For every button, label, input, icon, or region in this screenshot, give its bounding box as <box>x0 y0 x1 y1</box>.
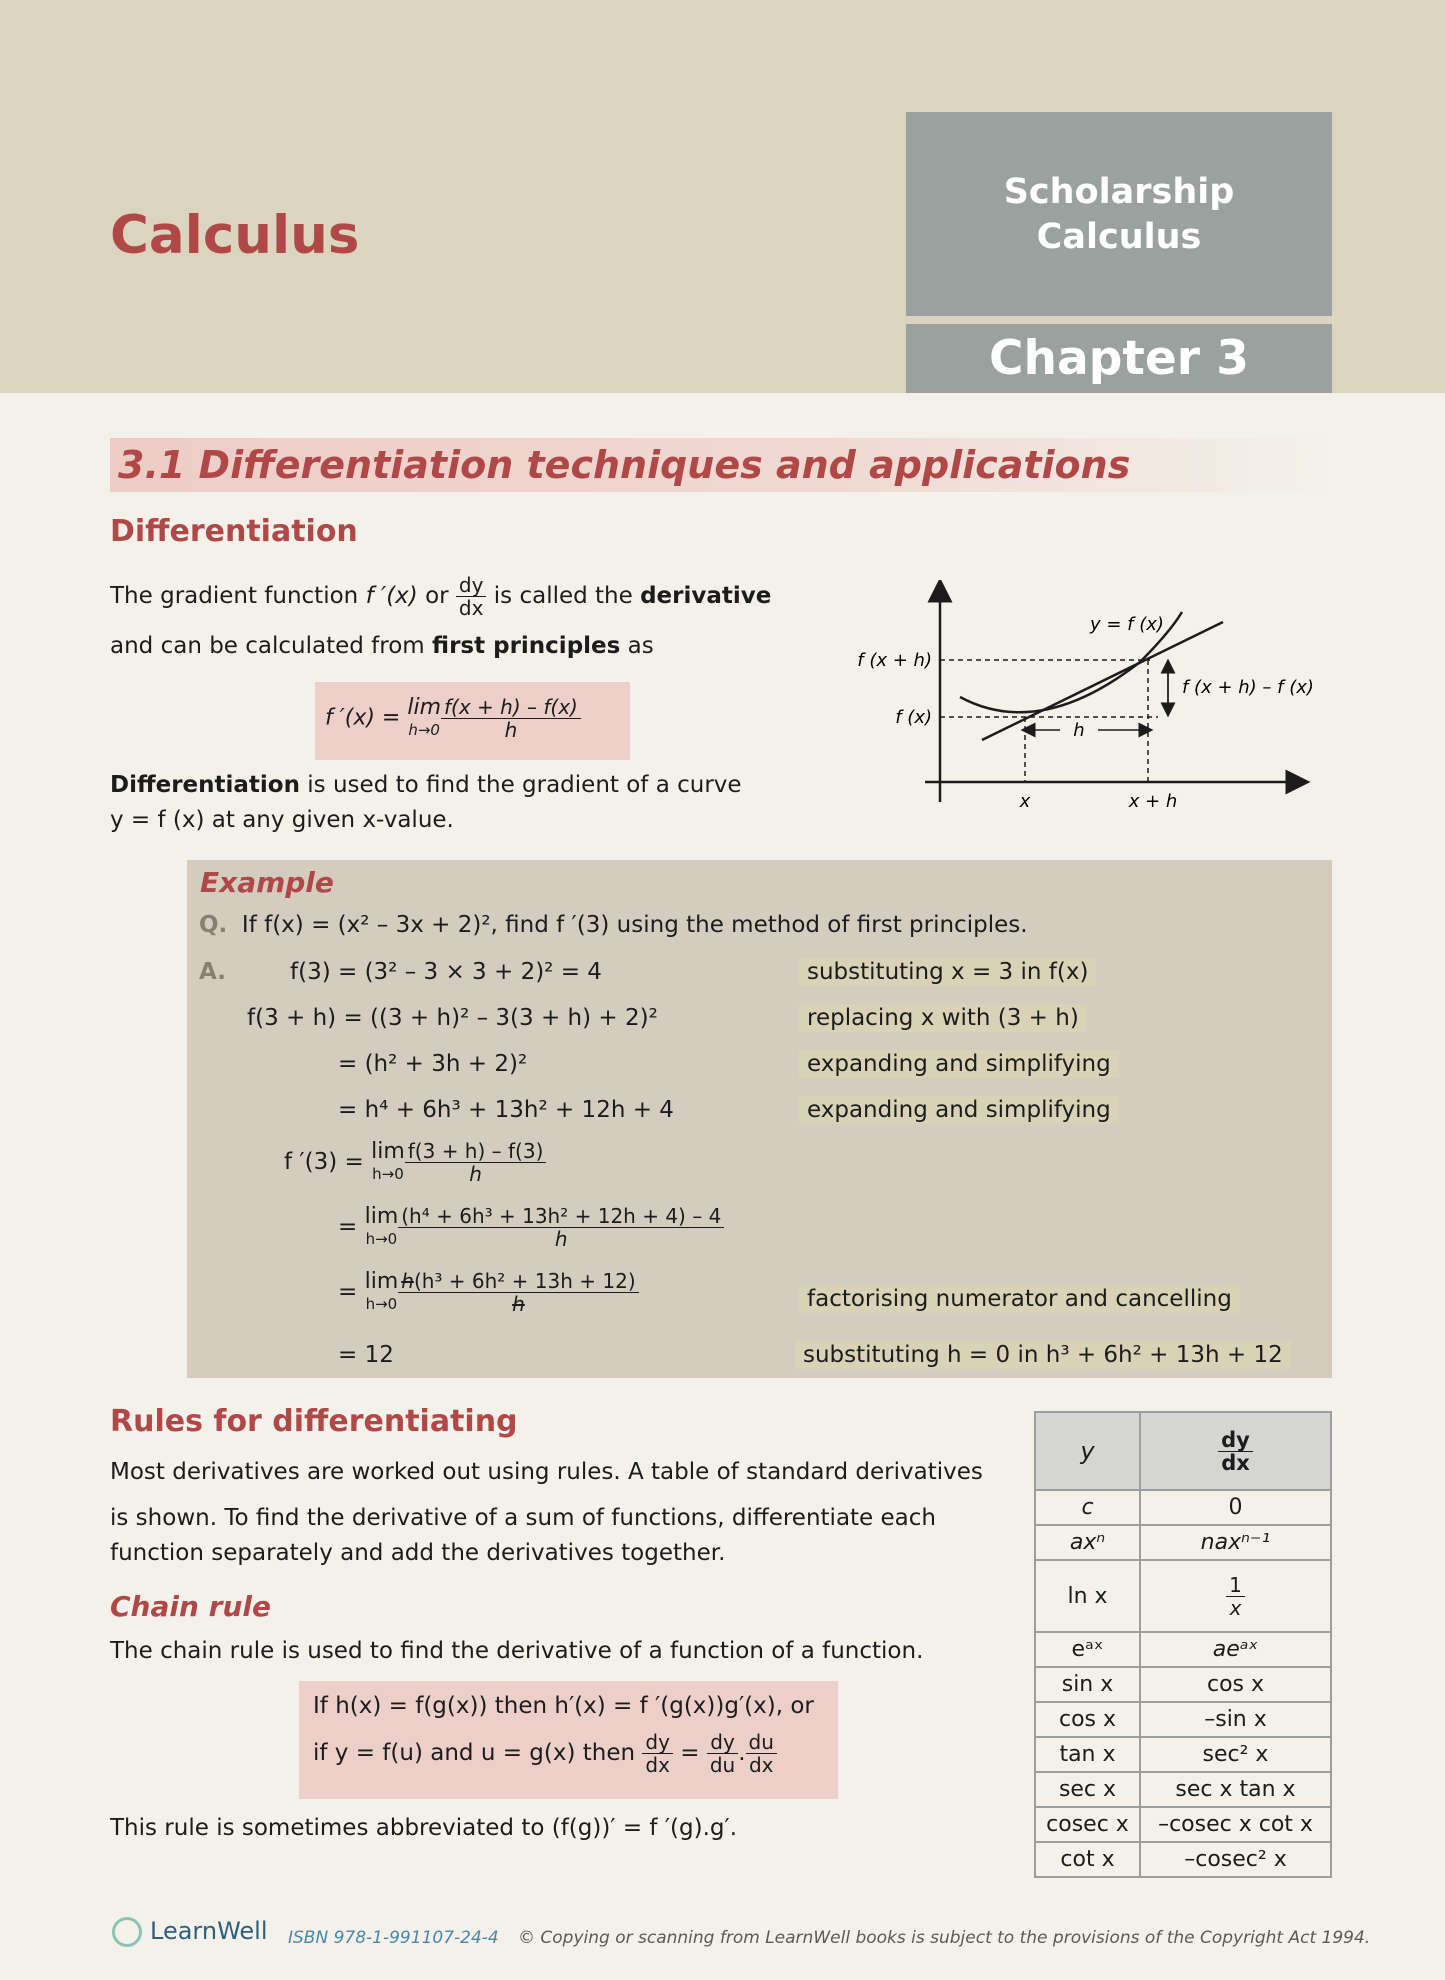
cell-d: aeᵃˣ <box>1140 1632 1331 1667</box>
table-row <box>1035 1842 1331 1877</box>
lhs: f ′(3) = <box>284 1149 372 1175</box>
text: f ′(x) <box>365 583 418 609</box>
table-row <box>1035 1737 1331 1772</box>
fraction <box>405 1140 547 1185</box>
text: or <box>417 583 456 609</box>
frac-den: du <box>709 1753 736 1777</box>
example-question <box>199 908 1028 943</box>
step-4-note <box>799 1093 1119 1128</box>
table-row <box>1035 1772 1331 1807</box>
fraction <box>642 1731 673 1776</box>
text: and can be calculated from <box>110 633 433 659</box>
chain-box-line2 <box>313 1731 777 1776</box>
frac-num <box>398 1270 638 1293</box>
lim-word: lim <box>364 1203 399 1229</box>
learnwell-logo-icon <box>112 1917 142 1947</box>
footer-brand: LearnWell <box>150 1917 268 1945</box>
lim-sub: h→0 <box>372 1164 404 1183</box>
cell-d: 0 <box>1140 1490 1331 1525</box>
frac-den: h <box>469 1162 482 1186</box>
fraction <box>1226 1574 1245 1619</box>
derivative-table <box>1034 1411 1332 1878</box>
footer-copyright: © Copying or scanning from LearnWell books is subject to the provisions of the Copyright Act 1994. <box>518 1928 1371 1948</box>
cell-y: tan x <box>1035 1737 1140 1772</box>
chain-rule-box <box>299 1681 838 1799</box>
frac-num: dy <box>642 1731 673 1754</box>
bold-term: derivative <box>640 583 772 609</box>
differentiation-intro <box>110 574 790 619</box>
step-2-note <box>799 1001 1087 1036</box>
lim-word: lim <box>364 1268 399 1294</box>
table-row <box>1035 1490 1331 1525</box>
differentiation-line4: y = f (x) at any given x-value. <box>110 807 454 833</box>
table-row <box>1035 1525 1331 1560</box>
result: = 12 <box>338 1342 394 1368</box>
cell-d: –cosec x cot x <box>1140 1807 1331 1842</box>
differentiation-line3 <box>110 768 742 803</box>
question-text: If f(x) = (x² – 3x + 2)², find f ′(3) using the method of first principles. <box>241 912 1028 938</box>
rules-p1: Most derivatives are worked out using rules. A table of standard derivatives <box>110 1459 983 1485</box>
text: The gradient function <box>110 583 366 609</box>
series-line1: Scholarship <box>1003 172 1235 212</box>
frac-den: dx <box>645 1753 670 1777</box>
frac-den: h <box>554 1227 568 1251</box>
table-row <box>1035 1667 1331 1702</box>
note-highlight: expanding and simplifying <box>799 1050 1119 1078</box>
eq: = <box>338 1214 365 1240</box>
chain-rule-heading: Chain rule <box>110 1590 271 1623</box>
example-box <box>187 860 1332 1378</box>
cell-d: sec x tan x <box>1140 1772 1331 1807</box>
limit <box>371 1138 405 1185</box>
eq: = <box>672 1740 707 1766</box>
bold-term: first principles <box>432 633 621 659</box>
cell-y: axⁿ <box>1035 1525 1140 1560</box>
rules-p2: is shown. To find the derivative of a sum of functions, differentiate each <box>110 1505 936 1531</box>
bold-term: Differentiation <box>110 772 300 798</box>
text: if y = f(u) and u = g(x) then <box>313 1740 643 1766</box>
differentiation-line2 <box>110 629 654 664</box>
q-marker: Q. <box>199 912 228 938</box>
frac-num: f(3 + h) – f(3) <box>405 1140 547 1163</box>
limit <box>364 1268 399 1315</box>
factor: (h³ + 6h² + 13h + 12) <box>413 1269 636 1293</box>
step-3: = (h² + 3h + 2)² <box>338 1051 528 1077</box>
series-line2: Calculus <box>1036 217 1202 257</box>
limit-step-3 <box>338 1270 639 1315</box>
lim-sub: h→0 <box>365 1229 398 1248</box>
h-label: h <box>1073 720 1085 741</box>
cell-y: sin x <box>1035 1667 1140 1702</box>
dot: . <box>738 1740 746 1766</box>
cell-d: –sin x <box>1140 1702 1331 1737</box>
cell-y: cosec x <box>1035 1807 1140 1842</box>
frac-num: 1 <box>1226 1574 1245 1597</box>
cell-y: cos x <box>1035 1702 1140 1737</box>
formula-fraction <box>441 696 581 741</box>
lim-sub: h→0 <box>365 1294 398 1313</box>
lim-word: lim <box>371 1138 405 1164</box>
cell-d: sec² x <box>1140 1737 1331 1772</box>
chain-rule-abbrev: This rule is sometimes abbreviated to (f(g))′ = f ′(g).g′. <box>110 1815 738 1841</box>
step-3-note <box>799 1047 1119 1082</box>
frac-den <box>509 1293 528 1315</box>
first-principles-formula <box>315 682 630 760</box>
note-highlight: replacing x with (3 + h) <box>799 1004 1087 1032</box>
limit-step-2 <box>338 1205 724 1250</box>
fraction <box>398 1270 638 1315</box>
cancelled-h: h <box>512 1292 525 1316</box>
frac-den: h <box>504 718 518 742</box>
step-2: f(3 + h) = ((3 + h)² – 3(3 + h) + 2)² <box>247 1005 658 1031</box>
limit-step-3-note <box>799 1282 1240 1317</box>
y-label-bottom: f (x) <box>895 707 932 728</box>
curve-label: y = f (x) <box>1090 614 1164 635</box>
first-principles-graph <box>850 580 1330 810</box>
step-4: = h⁴ + 6h³ + 13h² + 12h + 4 <box>338 1097 674 1123</box>
limit <box>407 694 441 741</box>
cell-y: sec x <box>1035 1772 1140 1807</box>
cell-d: cos x <box>1140 1667 1331 1702</box>
a-marker: A. <box>199 959 226 985</box>
formula-lhs: f ′(x) = <box>325 705 408 731</box>
cancelled-h: h <box>401 1269 414 1293</box>
x-label: x <box>1019 791 1031 810</box>
fraction <box>398 1205 724 1250</box>
text: as <box>620 633 654 659</box>
cell-y: cot x <box>1035 1842 1140 1877</box>
frac-den: dx <box>1221 1450 1250 1475</box>
frac-den: dx <box>458 596 484 620</box>
frac-num: (h⁴ + 6h³ + 13h² + 12h + 4) – 4 <box>398 1205 724 1228</box>
note-highlight: substituting x = 3 in f(x) <box>799 958 1096 986</box>
table-row <box>1035 1702 1331 1737</box>
y-label-top: f (x + h) <box>857 650 932 671</box>
example-heading: Example <box>200 866 334 899</box>
text: is used to find the gradient of a curve <box>299 772 742 798</box>
table-row <box>1035 1632 1331 1667</box>
dydx-fraction <box>1218 1429 1253 1474</box>
frac-den: dx <box>748 1753 774 1777</box>
section-title: 3.1 Differentiation techniques and applications <box>118 443 1131 487</box>
col-dydx <box>1140 1412 1331 1490</box>
cell-d <box>1140 1560 1331 1632</box>
step-1: f(3) = (3² – 3 × 3 + 2)² = 4 <box>290 959 602 985</box>
col-y: y <box>1035 1412 1140 1490</box>
frac-den: x <box>1229 1595 1242 1620</box>
footer-isbn: ISBN 978-1-991107-24-4 <box>288 1928 499 1948</box>
lim-sub: h→0 <box>408 720 440 739</box>
frac-num: f(x + h) – f(x) <box>441 696 581 719</box>
fraction <box>746 1731 777 1776</box>
step-1-note <box>799 955 1096 990</box>
rules-p3: function separately and add the derivatives together. <box>110 1540 726 1566</box>
page-title: Calculus <box>110 205 360 266</box>
limit-step-1 <box>284 1140 546 1185</box>
frac-num: du <box>746 1731 777 1754</box>
table-header <box>1035 1412 1331 1490</box>
cell-d: naxⁿ⁻¹ <box>1140 1525 1331 1560</box>
frac-num: dy <box>456 574 487 597</box>
frac-num: dy <box>707 1731 738 1754</box>
rules-heading: Rules for differentiating <box>110 1404 518 1439</box>
table-row <box>1035 1807 1331 1842</box>
dy-dx-fraction <box>456 574 487 619</box>
chain-box-line1: If h(x) = f(g(x)) then h′(x) = f ′(g(x))g′(x), or <box>313 1693 814 1719</box>
table-row <box>1035 1560 1331 1632</box>
note-highlight: factorising numerator and cancelling <box>799 1285 1240 1313</box>
cell-y: ln x <box>1035 1560 1140 1632</box>
differentiation-heading: Differentiation <box>110 514 358 549</box>
xh-label: x + h <box>1128 791 1178 810</box>
limit <box>364 1203 399 1250</box>
chain-rule-text: The chain rule is used to find the derivative of a function of a function. <box>110 1638 924 1664</box>
fraction <box>707 1731 738 1776</box>
result-note <box>795 1338 1291 1373</box>
text: is called the <box>486 583 641 609</box>
lim-word: lim <box>407 694 441 720</box>
cell-y: eᵃˣ <box>1035 1632 1140 1667</box>
note-highlight: expanding and simplifying <box>799 1096 1119 1124</box>
cell-d: –cosec² x <box>1140 1842 1331 1877</box>
series-tag <box>906 112 1332 316</box>
delta-label: f (x + h) – f (x) <box>1182 677 1314 698</box>
note-highlight: substituting h = 0 in h³ + 6h² + 13h + 12 <box>795 1341 1291 1369</box>
cell-y: c <box>1035 1490 1140 1525</box>
eq: = <box>338 1279 365 1305</box>
chapter-tag: Chapter 3 <box>906 324 1332 393</box>
frac-num: dy <box>1218 1429 1253 1452</box>
